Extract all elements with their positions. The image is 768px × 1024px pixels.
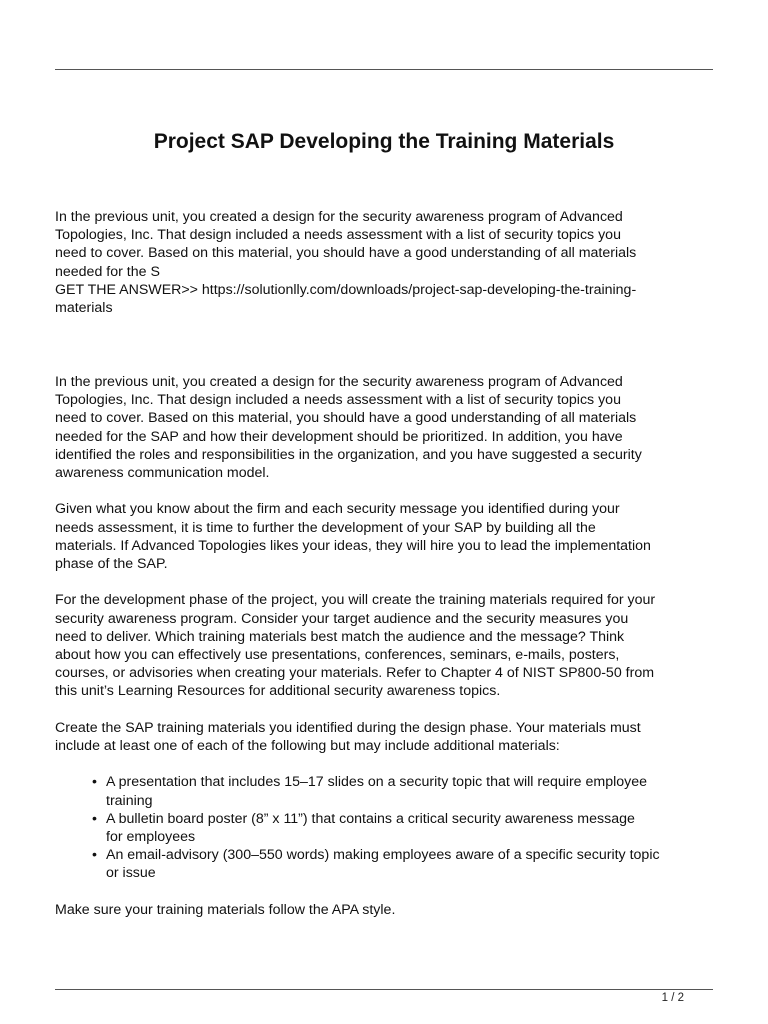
text-line: need to cover. Based on this material, you should have a good understanding of all materials	[55, 410, 637, 427]
paragraph-development-phase	[55, 591, 715, 700]
intro-line: needed for the S	[55, 263, 160, 280]
text-line: A bulletin board poster (8” x 11”) that contains a critical security awareness message	[106, 810, 635, 827]
text-line: Topologies, Inc. That design included a needs assessment with a list of security topics you	[55, 392, 621, 409]
list-item	[92, 846, 715, 882]
text-line: In the previous unit, you created a design for the security awareness program of Advanced	[55, 374, 623, 390]
text-line: Given what you know about the firm and each security message you identified during your	[55, 501, 620, 518]
text-line: materials. If Advanced Topologies likes your ideas, they will hire you to lead the implementation	[55, 537, 651, 554]
paragraph-create-materials	[55, 719, 715, 755]
text-line: A presentation that includes 15–17 slides on a security topic that will require employee	[106, 774, 648, 791]
text-line: awareness communication model.	[55, 465, 270, 482]
document-title: Project SAP Developing the Training Materials	[153, 130, 615, 153]
paragraph-previous-unit	[55, 373, 715, 482]
list-item	[92, 810, 715, 846]
header-rule	[55, 69, 713, 70]
closing-paragraph: Make sure your training materials follow the APA style.	[55, 901, 396, 918]
text-line: courses, or advisories when creating your materials. Refer to Chapter 4 of NIST SP800-50 from	[55, 665, 655, 682]
text-line: about how you can effectively use presentations, conferences, seminars, e-mails, posters,	[55, 647, 620, 664]
text-line: training	[106, 792, 153, 809]
text-line: security awareness program. Consider your target audience and the security measures you	[55, 610, 629, 627]
answer-link-continued[interactable]: materials	[55, 300, 113, 317]
answer-link[interactable]: GET THE ANSWER>> https://solutionlly.com/downloads/project-sap-developing-the-training-	[55, 281, 637, 298]
footer-rule	[55, 989, 713, 990]
text-line: identified the roles and responsibilities in the organization, and you have suggested a security	[55, 446, 642, 463]
paragraph-firm-knowledge	[55, 500, 715, 573]
intro-line: need to cover. Based on this material, you should have a good understanding of all materials	[55, 245, 637, 262]
text-line: include at least one of each of the following but may include additional materials:	[55, 738, 560, 755]
text-line: for employees	[106, 829, 196, 846]
text-line: or issue	[106, 865, 156, 882]
text-line: needed for the SAP and how their development should be prioritized. In addition, you have	[55, 428, 623, 445]
intro-line: In the previous unit, you created a design for the security awareness program of Advanced	[55, 209, 623, 225]
document-body	[55, 373, 715, 937]
text-line: An email-advisory (300–550 words) making employees aware of a specific security topic	[106, 847, 660, 864]
text-line: need to deliver. Which training materials best match the audience and the message? Think	[55, 628, 625, 645]
list-item	[92, 773, 715, 809]
materials-list	[55, 773, 715, 882]
page-number: 1 / 2	[661, 992, 684, 1004]
text-line: needs assessment, it is time to further the development of your SAP by building all the	[55, 519, 596, 536]
bullet-icon: •	[92, 847, 97, 864]
bullet-icon: •	[92, 774, 97, 791]
intro-line: Topologies, Inc. That design included a needs assessment with a list of security topics you	[55, 227, 621, 244]
text-line: phase of the SAP.	[55, 556, 168, 573]
bullet-icon: •	[92, 810, 97, 827]
text-line: this unit’s Learning Resources for additional security awareness topics.	[55, 683, 501, 700]
text-line: Create the SAP training materials you identified during the design phase. Your materials must	[55, 719, 641, 736]
intro-paragraph	[55, 208, 715, 317]
text-line: For the development phase of the project, you will create the training materials required for your	[55, 592, 656, 609]
